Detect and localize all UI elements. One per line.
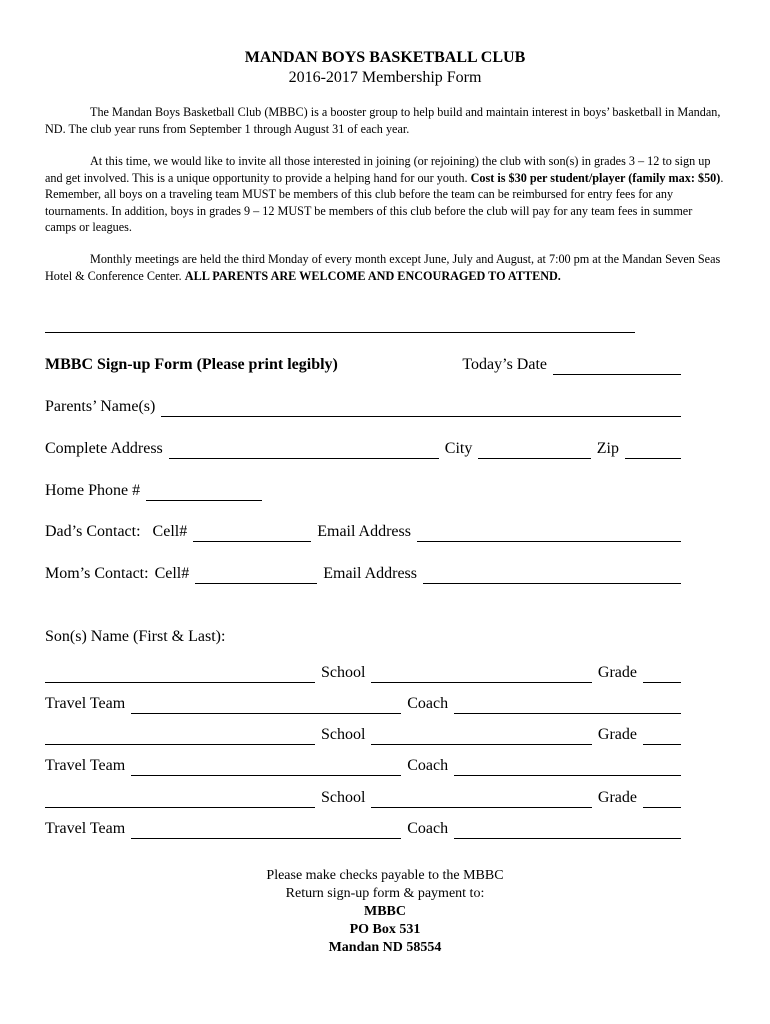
son-1-travel-team-field[interactable] bbox=[131, 695, 401, 714]
son-1-coach-label: Coach bbox=[407, 695, 449, 712]
parents-name-label: Parents’ Name(s) bbox=[45, 398, 156, 415]
parents-name-row bbox=[45, 395, 681, 417]
home-phone-field[interactable] bbox=[146, 482, 262, 501]
checks-payable-note: Please make checks payable to the MBBC bbox=[266, 868, 504, 883]
son-3-grade-label: Grade bbox=[597, 789, 637, 806]
intro-paragraph-3 bbox=[45, 251, 725, 284]
son-1-school-field[interactable] bbox=[371, 664, 591, 683]
son-2-grade-label: Grade bbox=[597, 726, 637, 743]
dads-cell-field[interactable] bbox=[193, 523, 311, 542]
dads-contact-row bbox=[45, 520, 681, 542]
mailing-name: MBBC bbox=[364, 904, 406, 919]
cost-statement: Cost is $30 per student/player (family max: $50) bbox=[470, 170, 721, 185]
son-3-travel-team-field[interactable] bbox=[131, 820, 401, 839]
sons-heading-row bbox=[45, 625, 225, 647]
intro-paragraph-1: The Mandan Boys Basketball Club (MBBC) is a booster group to help build and maintain interest in boys’ basketball in Mandan, ND. The club year runs from September 1 through August 31 of each year. bbox=[45, 105, 721, 136]
signup-form-heading: MBBC Sign-up Form (Please print legibly) bbox=[45, 356, 338, 373]
son-1-coach-field[interactable] bbox=[454, 695, 681, 714]
dads-email-field[interactable] bbox=[417, 523, 681, 542]
intro-paragraph-2-text-a: At this time, we would like to invite all those interested in joining (or rejoining) the club with son(s) in grades 3 – 12 to sign up and get involved. This is a unique opportunity to provide a helping hand for our youth. bbox=[45, 154, 711, 185]
city-label: City bbox=[444, 440, 473, 457]
son-2-coach-label: Coach bbox=[407, 757, 449, 774]
intro-paragraph-3-text: Monthly meetings are held the third Monday of every month except June, July and August, at 7:00 pm at the Mandan Seven Seas Hotel & Conference Center. bbox=[45, 252, 721, 283]
son-3-coach-label: Coach bbox=[407, 820, 449, 837]
son-3-school-field[interactable] bbox=[371, 789, 591, 808]
moms-email-field[interactable] bbox=[423, 565, 681, 584]
son-1-grade-label: Grade bbox=[597, 664, 637, 681]
son-3-travel-team-label: Travel Team bbox=[45, 820, 126, 837]
parents-name-field[interactable] bbox=[161, 398, 681, 417]
moms-contact-row bbox=[45, 562, 681, 584]
dads-cell-label: Cell# bbox=[152, 523, 188, 540]
zip-field[interactable] bbox=[625, 440, 681, 459]
son-1-grade-field[interactable] bbox=[643, 664, 681, 683]
mailing-city-state-zip: Mandan ND 58554 bbox=[328, 940, 442, 955]
son-1-travel-team-label: Travel Team bbox=[45, 695, 126, 712]
document-subtitle: 2016-2017 Membership Form bbox=[288, 69, 482, 86]
parents-welcome-statement: ALL PARENTS ARE WELCOME AND ENCOURAGED TO ATTEND. bbox=[184, 268, 561, 283]
son-2-name-field[interactable] bbox=[45, 726, 315, 745]
return-form-note: Return sign-up form & payment to: bbox=[285, 886, 485, 901]
dads-contact-label: Dad’s Contact: bbox=[45, 523, 141, 540]
son-2-travel-row bbox=[45, 754, 681, 776]
mailing-po-box: PO Box 531 bbox=[349, 922, 421, 937]
son-2-coach-field[interactable] bbox=[454, 757, 681, 776]
home-phone-row bbox=[45, 479, 262, 501]
son-3-row bbox=[45, 786, 681, 808]
son-2-grade-field[interactable] bbox=[643, 726, 681, 745]
complete-address-field[interactable] bbox=[169, 440, 439, 459]
sons-name-label: Son(s) Name (First & Last): bbox=[45, 628, 226, 645]
moms-cell-label: Cell# bbox=[154, 565, 190, 582]
complete-address-label: Complete Address bbox=[45, 440, 163, 457]
son-2-travel-team-field[interactable] bbox=[131, 757, 401, 776]
city-field[interactable] bbox=[478, 440, 590, 459]
section-divider bbox=[45, 332, 635, 333]
son-1-row bbox=[45, 661, 681, 683]
son-3-school-label: School bbox=[321, 789, 366, 806]
todays-date-field[interactable] bbox=[553, 356, 681, 375]
address-row bbox=[45, 437, 681, 459]
son-2-school-field[interactable] bbox=[371, 726, 591, 745]
signup-heading-row bbox=[45, 353, 681, 375]
dads-email-label: Email Address bbox=[317, 523, 411, 540]
todays-date-label: Today’s Date bbox=[462, 356, 547, 373]
son-2-row bbox=[45, 723, 681, 745]
intro-paragraph-2-text-b: . Remember, all boys on a traveling team MUST be members of this club before the team can be reimbursed for entry fees for any tournaments. In addition, boys in grades 9 – 12 MUST be members of this club before the club will pay for any team fees in summer camps or leagues. bbox=[45, 170, 724, 234]
son-1-school-label: School bbox=[321, 664, 366, 681]
son-3-travel-row bbox=[45, 817, 681, 839]
son-1-travel-row bbox=[45, 692, 681, 714]
son-1-name-field[interactable] bbox=[45, 664, 315, 683]
document-title: MANDAN BOYS BASKETBALL CLUB bbox=[244, 49, 526, 66]
son-3-grade-field[interactable] bbox=[643, 789, 681, 808]
son-2-travel-team-label: Travel Team bbox=[45, 757, 126, 774]
home-phone-label: Home Phone # bbox=[45, 482, 141, 499]
son-2-school-label: School bbox=[321, 726, 366, 743]
zip-label: Zip bbox=[596, 440, 619, 457]
moms-contact-label: Mom’s Contact: bbox=[45, 565, 149, 582]
son-3-name-field[interactable] bbox=[45, 789, 315, 808]
intro-paragraph-2 bbox=[45, 153, 725, 236]
moms-email-label: Email Address bbox=[323, 565, 417, 582]
moms-cell-field[interactable] bbox=[195, 565, 317, 584]
son-3-coach-field[interactable] bbox=[454, 820, 681, 839]
